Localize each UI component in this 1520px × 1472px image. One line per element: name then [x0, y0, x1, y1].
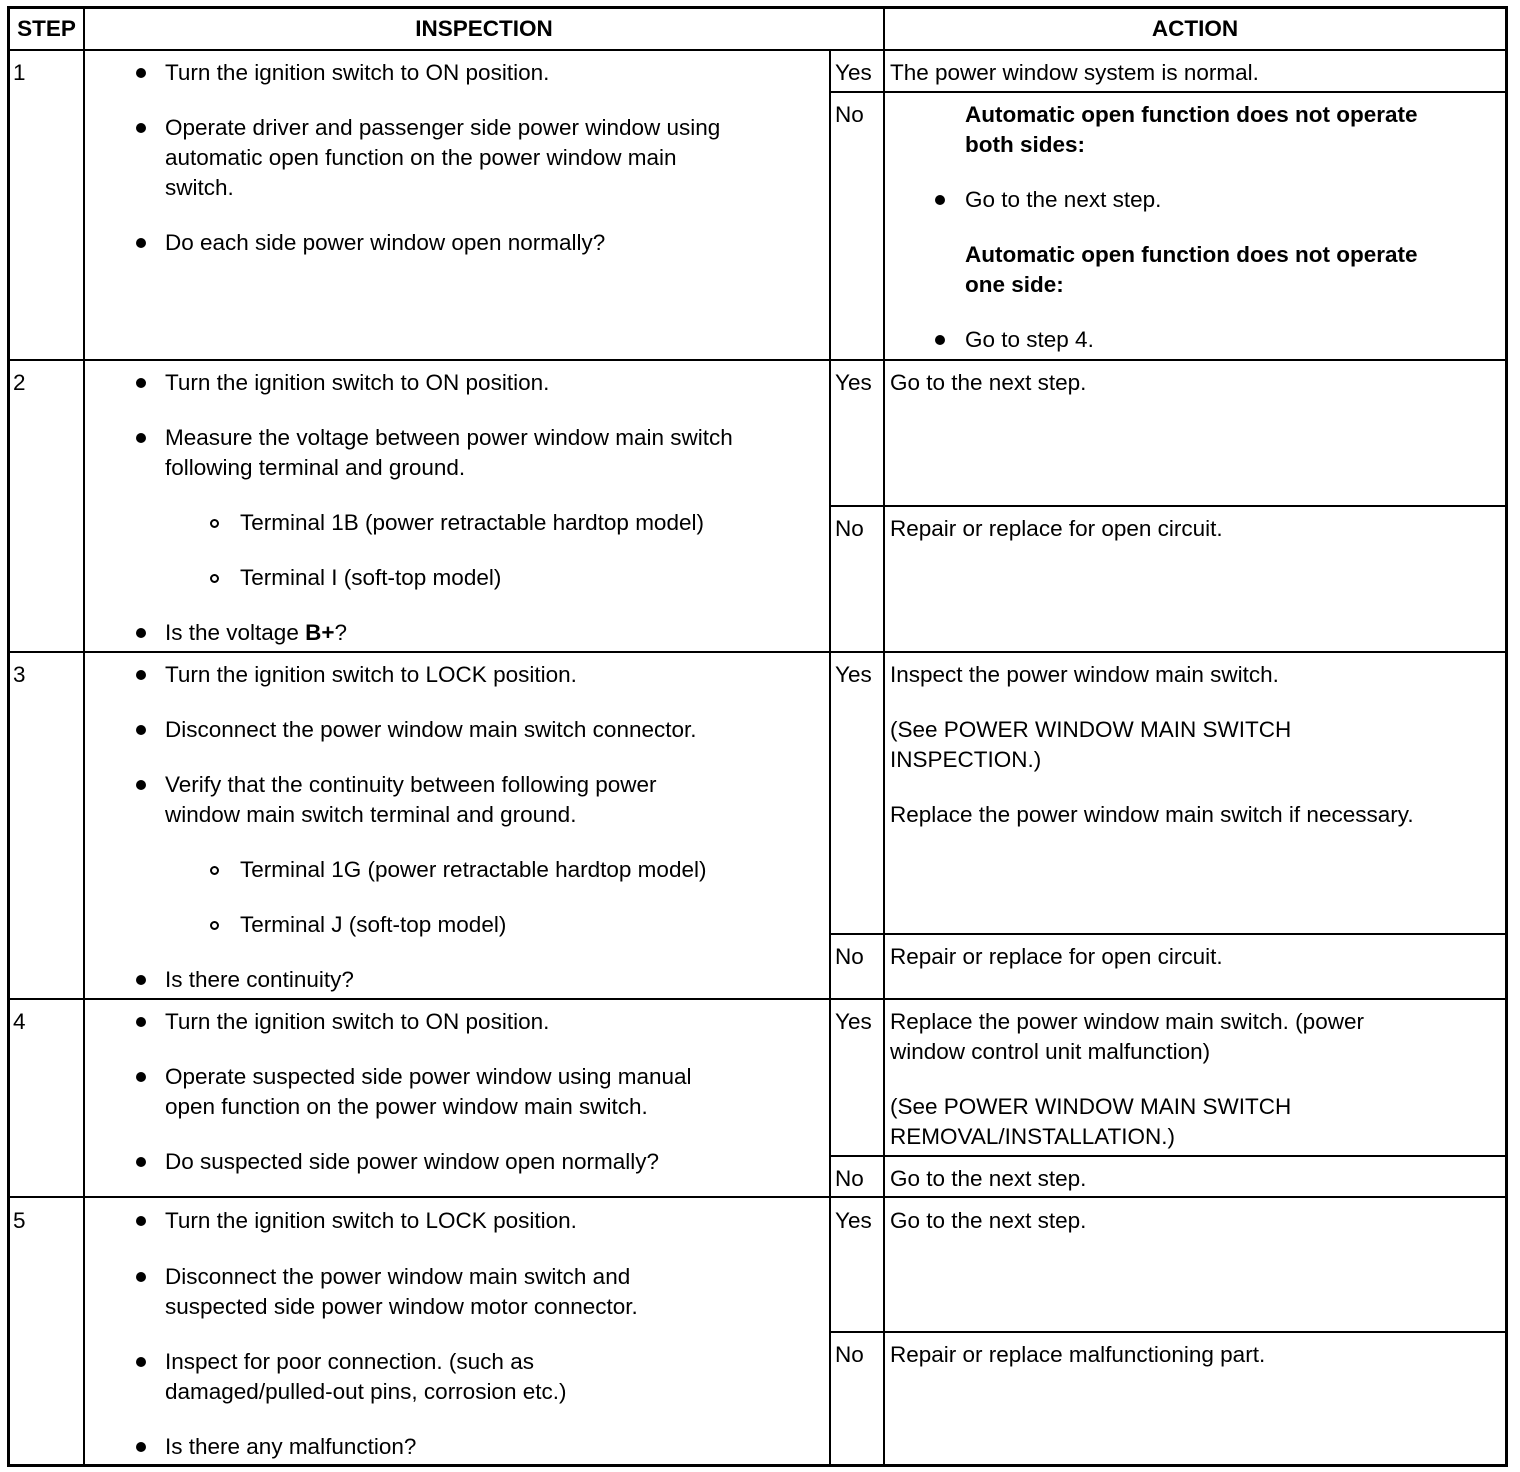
step-number: 5 — [13, 1208, 26, 1233]
inspection-text: Is the voltage — [165, 620, 306, 645]
column-divider-step — [83, 9, 85, 1464]
row-divider-4 — [10, 1196, 1505, 1198]
header-inspection: INSPECTION — [415, 16, 553, 41]
bullet-icon — [136, 433, 146, 443]
yes-action: Inspect the power window main switch. — [890, 662, 1279, 687]
inspection-item-cont: following terminal and ground. — [165, 455, 466, 480]
troubleshooting-table — [7, 6, 1508, 1467]
no-action-heading: Automatic open function does not operate — [965, 242, 1418, 267]
bullet-icon — [136, 628, 146, 638]
inspection-item: Is there continuity? — [165, 967, 354, 992]
bullet-icon — [136, 1157, 146, 1167]
no-action: Go to the next step. — [890, 1166, 1087, 1191]
inspection-item: Turn the ignition switch to ON position. — [165, 1009, 550, 1034]
no-action: Go to the next step. — [965, 187, 1162, 212]
voltage-value: B+ — [305, 620, 335, 645]
no-label: No — [835, 1342, 864, 1367]
yes-action: (See POWER WINDOW MAIN SWITCH — [890, 717, 1292, 742]
inspection-item — [165, 618, 347, 648]
bullet-icon — [136, 1017, 146, 1027]
inspection-item: Is there any malfunction? — [165, 1434, 417, 1459]
inspection-item: Inspect for poor connection. (such as — [165, 1349, 534, 1374]
inspection-item: Turn the ignition switch to ON position. — [165, 60, 550, 85]
inspection-item: Turn the ignition switch to ON position. — [165, 370, 550, 395]
yes-no-divider-1 — [829, 91, 1505, 93]
bullet-icon — [136, 1272, 146, 1282]
header-action: ACTION — [1151, 16, 1239, 41]
step-number: 1 — [13, 60, 26, 85]
inspection-item: Disconnect the power window main switch and — [165, 1264, 631, 1289]
bullet-icon — [136, 780, 146, 790]
no-label: No — [835, 516, 864, 541]
yes-label: Yes — [835, 1208, 872, 1233]
row-divider-3 — [10, 998, 1505, 1000]
no-label: No — [835, 944, 864, 969]
inspection-item-cont: automatic open function on the power window main — [165, 145, 677, 170]
yes-action: Replace the power window main switch. (power — [890, 1009, 1364, 1034]
inspection-item-cont: damaged/pulled-out pins, corrosion etc.) — [165, 1379, 567, 1404]
bullet-icon — [136, 1216, 146, 1226]
sub-bullet-icon — [210, 519, 219, 528]
no-action: Go to step 4. — [965, 327, 1094, 352]
inspection-subitem: Terminal 1B (power retractable hardtop model) — [240, 510, 704, 535]
bullet-icon — [136, 725, 146, 735]
row-divider-1 — [10, 359, 1505, 361]
sub-bullet-icon — [210, 866, 219, 875]
inspection-text-end: ? — [334, 620, 347, 645]
step-number: 3 — [13, 662, 26, 687]
yes-no-divider-3 — [829, 933, 1505, 935]
yes-action: Replace the power window main switch if necessary. — [890, 802, 1414, 827]
sub-bullet-icon — [210, 921, 219, 930]
header-step: STEP — [17, 16, 76, 41]
bullet-icon — [136, 670, 146, 680]
no-action: Repair or replace malfunctioning part. — [890, 1342, 1266, 1367]
yes-action-cont: REMOVAL/INSTALLATION.) — [890, 1124, 1176, 1149]
yes-action: The power window system is normal. — [890, 60, 1259, 85]
yes-action-cont: INSPECTION.) — [890, 747, 1042, 772]
no-action-heading: Automatic open function does not operate — [965, 102, 1418, 127]
yes-label: Yes — [835, 1009, 872, 1034]
bullet-icon — [136, 68, 146, 78]
no-action: Repair or replace for open circuit. — [890, 944, 1223, 969]
inspection-item-cont: window main switch terminal and ground. — [165, 802, 577, 827]
yes-action: (See POWER WINDOW MAIN SWITCH — [890, 1094, 1292, 1119]
yes-label: Yes — [835, 60, 872, 85]
inspection-item: Turn the ignition switch to LOCK position. — [165, 662, 577, 687]
inspection-item: Do suspected side power window open normally? — [165, 1149, 660, 1174]
step-number: 4 — [13, 1009, 26, 1034]
bullet-icon — [136, 975, 146, 985]
bullet-icon — [136, 238, 146, 248]
inspection-item-cont: open function on the power window main switch. — [165, 1094, 648, 1119]
inspection-item: Operate suspected side power window using manual — [165, 1064, 692, 1089]
yes-label: Yes — [835, 662, 872, 687]
header-divider — [10, 49, 1505, 51]
no-label: No — [835, 1166, 864, 1191]
bullet-icon — [136, 1442, 146, 1452]
no-label: No — [835, 102, 864, 127]
inspection-item: Verify that the continuity between following power — [165, 772, 657, 797]
inspection-subitem: Terminal I (soft-top model) — [240, 565, 502, 590]
yes-label: Yes — [835, 370, 872, 395]
yes-no-divider-2 — [829, 505, 1505, 507]
yes-action-cont: window control unit malfunction) — [890, 1039, 1211, 1064]
inspection-item: Turn the ignition switch to LOCK position. — [165, 1208, 577, 1233]
yes-no-divider-4 — [829, 1155, 1505, 1157]
yes-no-divider-5 — [829, 1331, 1505, 1333]
bullet-icon — [935, 335, 945, 345]
inspection-item: Operate driver and passenger side power window using — [165, 115, 721, 140]
bullet-icon — [136, 378, 146, 388]
inspection-item: Measure the voltage between power window main switch — [165, 425, 733, 450]
inspection-item-cont: suspected side power window motor connector. — [165, 1294, 638, 1319]
inspection-subitem: Terminal J (soft-top model) — [240, 912, 507, 937]
bullet-icon — [136, 123, 146, 133]
row-divider-2 — [10, 651, 1505, 653]
inspection-item: Disconnect the power window main switch connector. — [165, 717, 697, 742]
yes-action: Go to the next step. — [890, 370, 1087, 395]
inspection-item-cont: switch. — [165, 175, 234, 200]
column-divider-yesno — [829, 50, 831, 1464]
bullet-icon — [935, 195, 945, 205]
no-action-heading-cont: both sides: — [965, 132, 1086, 157]
step-number: 2 — [13, 370, 26, 395]
bullet-icon — [136, 1072, 146, 1082]
column-divider-action — [883, 9, 885, 1464]
bullet-icon — [136, 1357, 146, 1367]
no-action: Repair or replace for open circuit. — [890, 516, 1223, 541]
inspection-subitem: Terminal 1G (power retractable hardtop model) — [240, 857, 707, 882]
no-action-heading-cont: one side: — [965, 272, 1064, 297]
yes-action: Go to the next step. — [890, 1208, 1087, 1233]
inspection-item: Do each side power window open normally? — [165, 230, 606, 255]
sub-bullet-icon — [210, 574, 219, 583]
